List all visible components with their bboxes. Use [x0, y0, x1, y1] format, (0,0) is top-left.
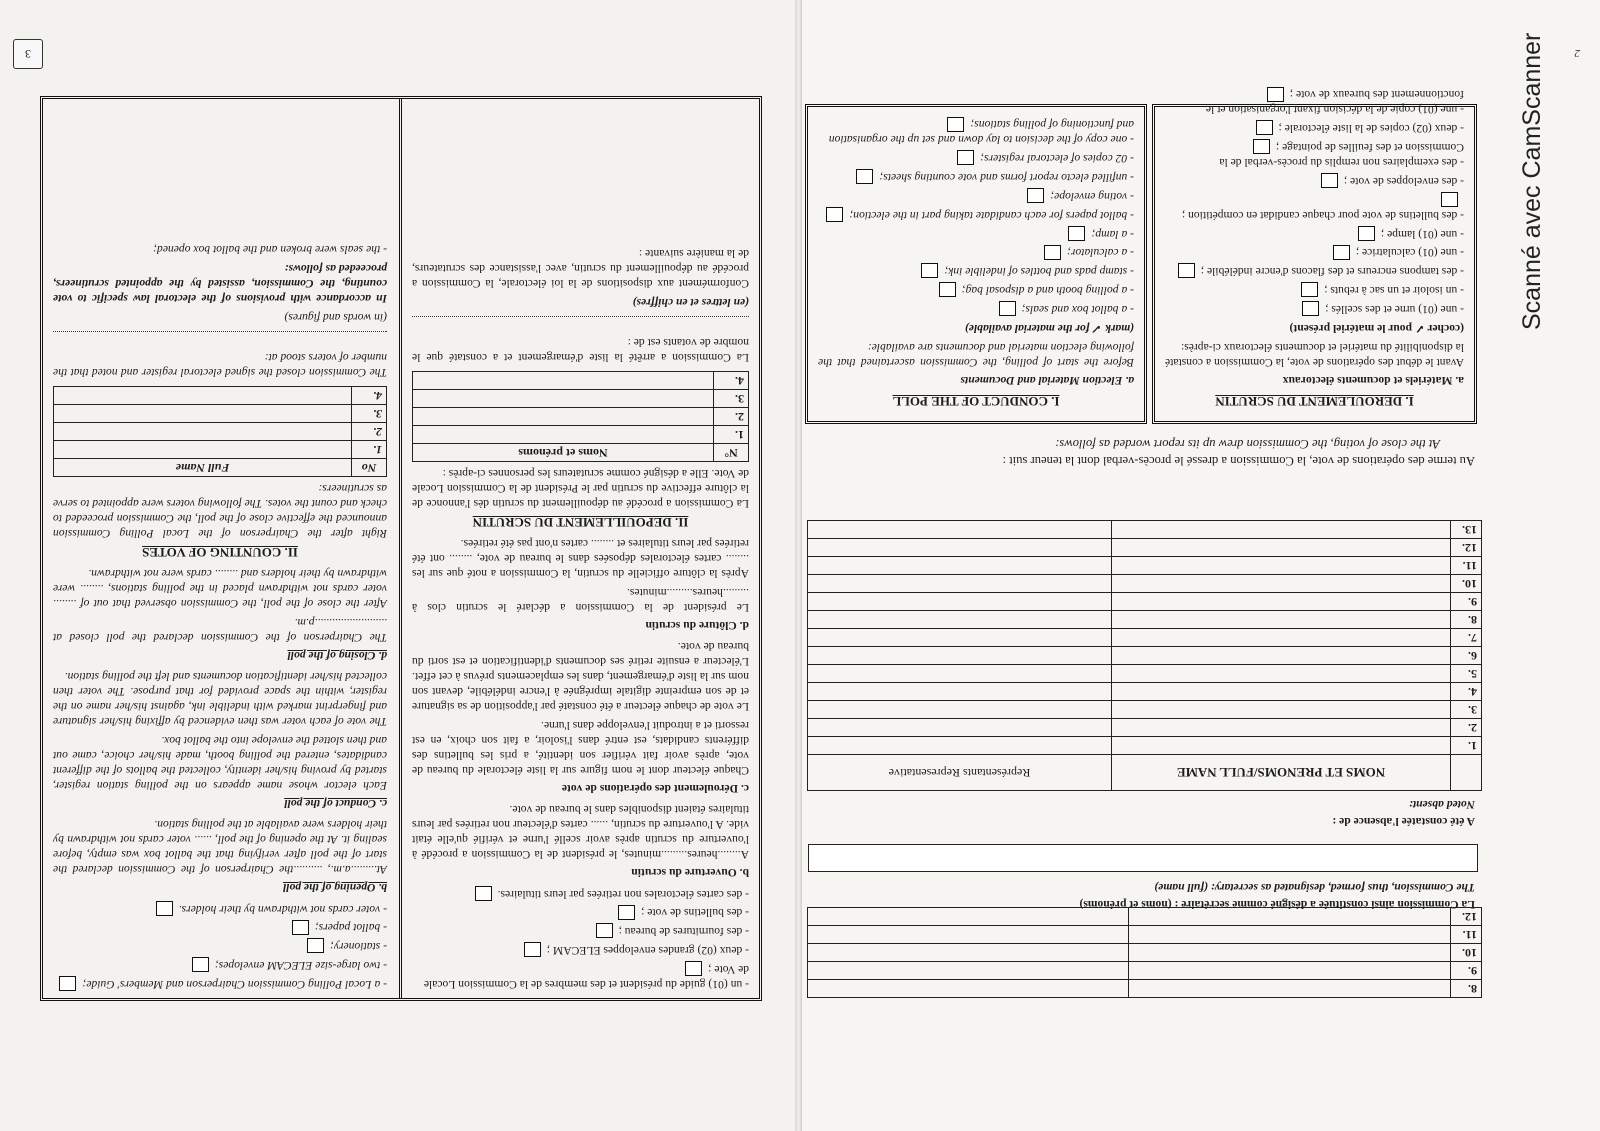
checklist-item: - un isoloir et un sac à rebuts ; — [1165, 282, 1464, 298]
checklist-label: des exemplaires non remplis du procès-verbal de la Commission et des feuilles de pointage ; — [1219, 141, 1464, 170]
column-fr — [399, 99, 759, 998]
row-number: 4. — [352, 386, 387, 404]
checkbox[interactable] — [307, 938, 324, 953]
checkbox[interactable] — [957, 150, 974, 165]
conduct-text1-fr: Chaque électeur dont le nom figure sur la liste électorale du bureau de vote, après avoir fait vérifier son identité, a pris les bulletins des différents candidats, est entré dans l'isoloir, a fait son choix, en est ressorti et a introduit l'enveloppe dans l'urne. — [412, 718, 749, 777]
row-cell[interactable] — [1112, 719, 1451, 737]
row-cell[interactable] — [808, 557, 1112, 575]
procedure-text-en: In accordance with provisions of the electoral law specific to vote counting, the Commission, assisted by the appointed scrutineers, proceeded as follows: — [53, 261, 387, 305]
checklist-item: - ballot papers; — [53, 920, 387, 936]
checklist-label: two large-size ELECAM envelopes; — [214, 959, 381, 973]
checklist-label: une (01) lampe ; — [1380, 227, 1458, 241]
checklist-item: - des enveloppes de vote ; — [1165, 173, 1464, 189]
checkbox[interactable] — [596, 923, 613, 938]
mark-hint-fr: (cocher ✓ pour le matériel présent) — [1289, 322, 1464, 335]
checklist-item: - unfilled electo report forms and vote counting sheets; — [818, 169, 1134, 185]
intro-fr: Avant le début des opérations de vote, la Commission a constaté la disponibilité du matériel et documents électoraux ci-après: — [1165, 341, 1464, 369]
absent-col-rep: Représentants Representative — [808, 755, 1112, 791]
row-cell[interactable] — [54, 404, 352, 422]
page-fold — [794, 0, 802, 1131]
absent-col-num — [1451, 755, 1482, 791]
table-row — [54, 386, 387, 404]
checklist-item: - des exemplaires non remplis du procès-verbal de la Commission et des feuilles de pointage ; — [1219, 141, 1464, 170]
checklist-label: ballot papers for each candidate taking part in the election; — [849, 208, 1128, 222]
closing-text1-en: The Chairperson of the Commission declared the poll closed at .........................p.m. — [53, 615, 387, 644]
row-number: 10. — [1451, 575, 1482, 593]
intro-en: Before the start of polling, the Commission ascertained that the following election material and documents are available: — [818, 341, 1134, 369]
row-cell[interactable] — [1112, 593, 1451, 611]
row-number: 3. — [714, 389, 749, 407]
checkbox[interactable] — [939, 282, 956, 297]
row-cell[interactable] — [808, 539, 1112, 557]
checklist-label: deux (02) grandes enveloppes ELECAM ; — [546, 944, 743, 958]
conduct-box-continued — [40, 96, 762, 1001]
checkbox[interactable] — [826, 207, 843, 222]
closing-text2-en: After the close of the poll, the Commission observed that out of ........ voter cards not withdrawn placed in the polling stations, ........ were withdrawn by their holders and ........ cards were not withdrawn. — [53, 566, 387, 610]
count-text-en: Right after the Chairperson of the Local Polling Commission announced the effective close of the poll, the Commission proceeded to check and count the votes. The following voters were appointed to serve as scrutineers: — [53, 481, 387, 540]
checkbox[interactable] — [947, 117, 964, 132]
checklist-item: - deux (02) grandes enveloppes ELECAM ; — [412, 942, 749, 958]
scrutineer-col-num: N° — [714, 443, 749, 461]
checklist-label: une (01) copie de la décision fixant l'organisation et le fonctionnement des bureaux de vote ; — [1205, 88, 1464, 117]
checklist-label: stamp pads and bottles of indelible ink; — [944, 265, 1128, 279]
table-row — [808, 683, 1482, 701]
checklist-item: - voting envelope; — [818, 188, 1134, 204]
checklist-label: one copy of the decision to lay down and set up the organisation and functioning of polling stations; — [828, 118, 1134, 147]
row-number: 8. — [1451, 980, 1482, 998]
table-row — [413, 371, 749, 389]
checklist-label: une (01) calculatrice ; — [1355, 246, 1458, 260]
checkbox[interactable] — [1027, 188, 1044, 203]
row-number: 7. — [1451, 629, 1482, 647]
checkbox[interactable] — [1301, 282, 1318, 297]
subsection-c-en: c. Conduct of the poll — [284, 796, 387, 810]
table-row — [808, 557, 1482, 575]
checklist-label: un (01) guide du président et des membres de la Commission Locale de Vote ; — [423, 963, 749, 991]
checklist-label: a calculator; — [1067, 246, 1128, 260]
row-cell[interactable] — [808, 665, 1112, 683]
table-row — [808, 665, 1482, 683]
row-cell[interactable] — [1129, 980, 1451, 998]
words-hint-fr: (en lettres et en chiffres) — [632, 295, 749, 309]
voters-text-fr: La Commission a arrêté la liste d'émargement et a constaté que le nombre de votants est de : — [412, 335, 749, 364]
row-number: 4. — [714, 371, 749, 389]
checklist-label: a polling booth and a disposal bag; — [961, 284, 1128, 298]
opening-text-en: At.........a.m., ..........the Chairperson of the Commission declared the start of the poll after verifying that the ballot box was empty, before sealing it. At the opening of the poll, ...... voter cards not withdrawn by their holders were available at the polling station. — [53, 817, 387, 876]
checkbox[interactable] — [999, 301, 1016, 316]
checklist-item: - a polling booth and a disposal bag; — [818, 282, 1134, 298]
checkbox[interactable] — [921, 263, 938, 278]
checklist-label: des tampons encreurs et des flacons d'encre indélébile ; — [1200, 265, 1458, 279]
scrutineer-col-name: Full Name — [54, 458, 352, 476]
checklist-label: un isoloir et un sac à rebuts ; — [1324, 284, 1458, 298]
report-intro-fr: Au terme des opérations de vote, la Commission a dressé le procès-verbal dont la teneur suit : — [1002, 454, 1475, 468]
row-cell[interactable] — [1112, 737, 1451, 755]
scrutineers-table-fr — [412, 371, 749, 462]
table-row — [808, 737, 1482, 755]
absence-label-fr: A été constatée l'absence de : — [1332, 815, 1475, 828]
checklist-item: - a lamp; — [818, 226, 1134, 242]
checklist-item: - ballot papers for each candidate taking part in the election; — [818, 207, 1134, 223]
page-number: 3 — [13, 39, 43, 69]
table-row — [413, 425, 749, 443]
row-number: 4. — [1451, 683, 1482, 701]
column-en — [43, 99, 397, 998]
table-row — [808, 962, 1482, 980]
checkbox[interactable] — [1253, 139, 1270, 154]
row-cell[interactable] — [808, 683, 1112, 701]
checklist-item: - une (01) copie de la décision fixant l'organisation et le fonctionnement des bureaux de vote ; — [1205, 88, 1464, 117]
row-cell[interactable] — [808, 980, 1130, 998]
subsection-b-fr: b. Ouverture du scrutin — [631, 865, 749, 879]
checklist-label: des bulletins de vote pour chaque candidat en compétition ; — [1181, 208, 1458, 222]
row-number: 1. — [352, 440, 387, 458]
conduct-text2-fr: Le vote de chaque électeur a été constaté par l'apposition de sa signature et de son empreinte digitale imprégnée à l'encre indélébile, devant son nom sur la liste d'émargement, dans les emplacements prévus à cet effet. L'électeur a ensuite retiré ses documents d'identification et est sorti du bureau de vote. — [412, 639, 749, 713]
checklist-label: ballot papers; — [314, 921, 381, 935]
checklist-item: - a Local Polling Commission Chairperson and Members' Guide; — [53, 976, 387, 992]
row-cell[interactable] — [1112, 665, 1451, 683]
secretary-label-en: The Commission, thus formed, designated as secretary: (full name) — [1154, 881, 1475, 894]
checklist-item: - stamp pads and bottles of indelible ink; — [818, 263, 1134, 279]
checklist-item: - 02 copies of electoral registers; — [818, 150, 1134, 166]
checkbox[interactable] — [1302, 301, 1319, 316]
checklist-label: a ballot box and seals; — [1021, 303, 1128, 316]
table-row — [808, 539, 1482, 557]
voters-line-fr[interactable] — [412, 316, 749, 331]
row-cell[interactable] — [808, 737, 1112, 755]
checkbox[interactable] — [1333, 245, 1350, 260]
conduct-box-en — [805, 104, 1147, 424]
words-hint-en: (in words and figures) — [284, 310, 387, 324]
row-cell[interactable] — [1112, 521, 1451, 539]
count-text-fr: La Commission a procédé au dépouillement du scrutin dès l'annonce de la clôture effective du scrutin par le Président de la Commission Locale de Vote. Elle a désigné comme scrutateurs les personnes ci-après : — [412, 466, 749, 510]
checklist-item: - des bulletins de vote ; — [412, 905, 749, 921]
row-cell[interactable] — [413, 407, 714, 425]
checklist-item: - a ballot box and seals; — [818, 301, 1134, 317]
checklist-label: unfilled electo report forms and vote counting sheets; — [879, 171, 1128, 185]
mark-hint-en: (mark ✓ for the material available) — [964, 322, 1134, 335]
row-cell[interactable] — [413, 389, 714, 407]
row-cell[interactable] — [413, 425, 714, 443]
table-row — [808, 575, 1482, 593]
table-row — [808, 593, 1482, 611]
row-cell[interactable] — [1112, 683, 1451, 701]
row-cell[interactable] — [1129, 926, 1451, 944]
table-row — [808, 647, 1482, 665]
row-number: 13. — [1451, 521, 1482, 539]
row-cell[interactable] — [808, 701, 1112, 719]
watermark-text: Scanné avec CamScanner — [1518, 32, 1546, 330]
row-cell[interactable] — [808, 629, 1112, 647]
row-number: 10. — [1451, 944, 1482, 962]
scrutineer-col-num: No — [352, 458, 387, 476]
table-row — [808, 629, 1482, 647]
row-cell[interactable] — [54, 422, 352, 440]
checkbox[interactable] — [156, 901, 173, 916]
page-number: 2 — [1574, 47, 1580, 59]
section2-title-en: II. COUNTING OF VOTES — [142, 544, 298, 560]
row-number: 11. — [1451, 557, 1482, 575]
row-cell[interactable] — [808, 944, 1130, 962]
checkbox[interactable] — [59, 976, 76, 991]
procedure-item-en: - the seals were broken and the ballot box opened; — [153, 242, 387, 256]
checklist-item: - des cartes électorales non retirées par leurs titulaires. — [412, 886, 749, 902]
checkbox[interactable] — [1068, 226, 1085, 241]
row-number: 1. — [1451, 737, 1482, 755]
procedure-item-text: the seals were broken and the ballot box opened; — [153, 242, 381, 256]
row-number: 3. — [1451, 701, 1482, 719]
members-table — [807, 907, 1482, 998]
row-cell[interactable] — [1112, 629, 1451, 647]
row-cell[interactable] — [808, 926, 1130, 944]
row-cell[interactable] — [808, 647, 1112, 665]
checklist-label: a lamp; — [1091, 227, 1128, 241]
voters-text-en: The Commission closed the signed electoral register and noted that the number of voters stood at: — [53, 350, 387, 379]
checklist-label: deux (02) copies de la liste électorale ; — [1278, 122, 1458, 136]
row-number: 9. — [1451, 962, 1482, 980]
checklist-label: voter cards not withdrawn by their holders. — [178, 902, 381, 916]
secretary-name-box[interactable] — [808, 844, 1478, 872]
row-number: 2. — [714, 407, 749, 425]
row-cell[interactable] — [54, 386, 352, 404]
row-cell[interactable] — [808, 521, 1112, 539]
checklist-item: - stationery; — [53, 938, 387, 954]
checkbox[interactable] — [1256, 120, 1273, 135]
checklist-item: - a calculator; — [818, 245, 1134, 261]
row-cell[interactable] — [1112, 557, 1451, 575]
section-title-en: I. CONDUCT OF THE POLL — [892, 394, 1060, 409]
absent-table — [807, 520, 1482, 791]
subsection-a-fr: a. Matériels et documents électoraux — [1282, 374, 1464, 387]
table-row — [54, 422, 387, 440]
scrutineers-table-en — [53, 386, 387, 477]
row-cell[interactable] — [413, 371, 714, 389]
closing-text1-fr: Le président de la Commission a déclaré le scrutin clos à .........heures.........minutes. — [412, 585, 749, 614]
checklist-label: des fournitures de bureau ; — [618, 925, 743, 939]
section2-title-fr: II. DEPOUILLEMENT DU SCRUTIN — [472, 514, 689, 530]
page-3 — [0, 0, 795, 1131]
row-number: 1. — [714, 425, 749, 443]
table-row — [413, 389, 749, 407]
table-row — [808, 701, 1482, 719]
secretary-label-fr: La Commission ainsi constituée a désigné comme secrétaire : (noms et prénoms) — [1079, 898, 1475, 911]
table-row — [808, 926, 1482, 944]
checklist-item: - une (01) urne et des scellés ; — [1165, 301, 1464, 317]
page-2 — [800, 0, 1600, 1131]
row-number: 11. — [1451, 926, 1482, 944]
row-cell[interactable] — [1112, 611, 1451, 629]
checklist-item: - one copy of the decision to lay down and set up the organisation and functioning of polling stations; — [828, 118, 1134, 147]
checkbox[interactable] — [192, 957, 209, 972]
row-number: 5. — [1451, 665, 1482, 683]
checklist-item: - des bulletins de vote pour chaque candidat en compétition ; — [1165, 192, 1464, 223]
table-row — [413, 407, 749, 425]
checkbox[interactable] — [618, 905, 635, 920]
checklist-label: des enveloppes de vote ; — [1343, 174, 1458, 188]
checklist-label: une (01) urne et des scellés ; — [1325, 303, 1458, 316]
checkbox[interactable] — [1178, 263, 1195, 278]
conduct-box-fr — [1152, 88, 1477, 424]
table-row — [808, 521, 1482, 539]
section-title-fr: I. DEROULEMENT DU SCRUTIN — [1215, 394, 1414, 409]
absent-col-name: NOMS ET PRENOMS/FULL NAME — [1112, 755, 1451, 791]
checkbox[interactable] — [1321, 173, 1338, 188]
table-row — [808, 719, 1482, 737]
checklist-label: 02 copies of electoral registers; — [980, 152, 1128, 166]
watermark — [1518, 30, 1558, 330]
row-number: 2. — [352, 422, 387, 440]
voters-line-en[interactable] — [53, 331, 387, 346]
checklist-item: - two large-size ELECAM envelopes; — [53, 957, 387, 973]
subsection-a-en: a. Election Material and Documents — [960, 374, 1134, 387]
row-cell[interactable] — [54, 440, 352, 458]
row-cell[interactable] — [1129, 944, 1451, 962]
checklist-item: - voter cards not withdrawn by their holders. — [53, 901, 387, 917]
row-cell[interactable] — [808, 719, 1112, 737]
row-number: 8. — [1451, 611, 1482, 629]
checkbox[interactable] — [1358, 226, 1375, 241]
checklist-label: voting envelope; — [1050, 189, 1128, 203]
checklist-label: a Local Polling Commission Chairperson and Members' Guide; — [82, 978, 381, 991]
conduct-text1-en: Each elector whose name appears on the polling station register, started by proving his/her identity, collected the ballots of the different candidates, entered the polling booth, made his/her choice, came out and then slotted the envelope into the ballot box. — [53, 733, 387, 792]
checklist-item: - une (01) calculatrice ; — [1165, 245, 1464, 261]
table-row — [54, 440, 387, 458]
checkbox[interactable] — [1441, 192, 1458, 207]
row-cell[interactable] — [1112, 539, 1451, 557]
checkbox[interactable] — [524, 942, 541, 957]
checkbox[interactable] — [1267, 87, 1284, 102]
checklist-label: stationery; — [330, 940, 381, 954]
subsection-c-fr: c. Déroulement des opérations de vote — [561, 781, 749, 795]
table-row — [808, 944, 1482, 962]
opening-text-fr: A........heures.........minutes, le président de la Commission a procédé à l'ouverture du scrutin après avoir scellé l'urne et vérifié qu'elle était vide. A l'ouverture du scrutin, ...... cartes d'électeur non retirées par leurs titulaires étaient disponibles dans le bureau de vote. — [412, 802, 749, 861]
absence-label-en: Noted absent: — [1408, 798, 1475, 811]
checklist-label: des cartes électorales non retirées par leurs titulaires. — [497, 887, 743, 901]
checklist-item: - une (01) lampe ; — [1165, 226, 1464, 242]
checklist-item: - des fournitures de bureau ; — [412, 923, 749, 939]
subsection-d-en: d. Closing of the poll — [287, 648, 387, 662]
row-cell[interactable] — [808, 575, 1112, 593]
closing-text2-fr: Après la clôture officielle du scrutin, la Commission a noté que sur les ........ cartes électorales déposées dans le bureau de vote, ........ ont été retirées par leurs titulaires et ........ cartes n'ont pas été retirées. — [412, 536, 749, 580]
row-cell[interactable] — [1112, 575, 1451, 593]
row-number: 12. — [1451, 908, 1482, 926]
table-row — [54, 404, 387, 422]
row-cell[interactable] — [808, 962, 1130, 980]
checkbox[interactable] — [685, 961, 702, 976]
checkbox[interactable] — [856, 169, 873, 184]
row-cell[interactable] — [808, 593, 1112, 611]
table-row — [808, 611, 1482, 629]
row-cell[interactable] — [808, 611, 1112, 629]
row-number: 9. — [1451, 593, 1482, 611]
row-number: 2. — [1451, 719, 1482, 737]
checklist-item: - des tampons encreurs et des flacons d'encre indélébile ; — [1165, 263, 1464, 279]
checkbox[interactable] — [475, 886, 492, 901]
scrutineer-col-name: Noms et prénoms — [413, 443, 714, 461]
subsection-d-fr: d. Clôture du scrutin — [645, 618, 749, 632]
table-row — [808, 980, 1482, 998]
report-intro-en: At the close of voting, the Commission drew up its report worded as follows: — [1055, 437, 1440, 451]
checkbox[interactable] — [1044, 245, 1061, 260]
row-number: 6. — [1451, 647, 1482, 665]
row-cell[interactable] — [1129, 962, 1451, 980]
conduct-text2-en: The vote of each voter was then evidenced by affixing his/her signature and fingerprint marked with indelible ink, against his/her name on the register, within the space provided for that purpose. The voter then collected his/her identification documents and left the polling station. — [53, 669, 387, 728]
procedure-text-fr: Conformément aux dispositions de la loi électorale, la Commission a procédé au dépouillement du scrutin, avec l'assistance des scrutateurs, de la manière suivante : — [412, 246, 749, 290]
row-cell[interactable] — [1112, 701, 1451, 719]
subsection-b-en: b. Opening of the poll — [282, 880, 387, 894]
row-cell[interactable] — [1112, 647, 1451, 665]
checklist-item: - un (01) guide du président et des membres de la Commission Locale de Vote ; — [423, 963, 749, 991]
checkbox[interactable] — [292, 920, 309, 935]
row-number: 3. — [352, 404, 387, 422]
row-number: 12. — [1451, 539, 1482, 557]
checklist-item: - deux (02) copies de la liste électorale ; — [1165, 120, 1464, 136]
checklist-label: des bulletins de vote ; — [641, 906, 743, 920]
